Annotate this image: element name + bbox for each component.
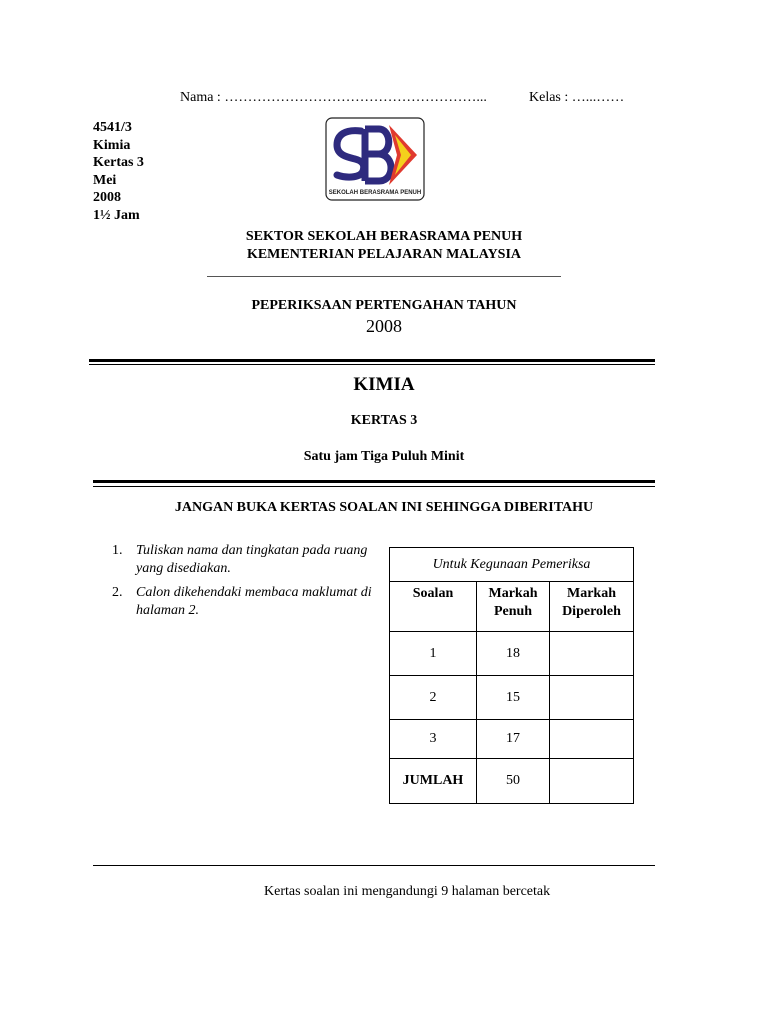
warning-text: JANGAN BUKA KERTAS SOALAN INI SEHINGGA DIBERITAHU [174, 500, 594, 515]
duration-text: Satu jam Tiga Puluh Minit [303, 449, 465, 464]
header-markah-diperoleh: Markah Diperoleh [550, 582, 634, 632]
logo-caption: SEKOLAH BERASRAMA PENUH [328, 190, 422, 196]
paper-number: Kertas 3 [93, 155, 144, 170]
footer-divider [93, 865, 655, 866]
header-soalan: Soalan [390, 582, 477, 632]
instruction-item [112, 584, 382, 619]
cell-soalan: 2 [390, 676, 477, 720]
paper-year: 2008 [93, 190, 121, 205]
cell-markah-penuh: 18 [477, 632, 550, 676]
cell-soalan: 1 [390, 632, 477, 676]
instruction-number: 1. [112, 543, 123, 558]
sector-divider [207, 276, 561, 277]
instruction-text: Tuliskan nama dan tingkatan pada ruang yang disediakan. [136, 543, 368, 576]
cell-total-penuh: 50 [477, 759, 550, 804]
exam-title: PEPERIKSAAN PERTENGAHAN TAHUN [251, 298, 517, 313]
cell-markah-penuh: 17 [477, 720, 550, 759]
divider-thin-top [89, 364, 655, 365]
table-total-row [390, 759, 634, 804]
name-field-label: Nama : ………………………………………………... [180, 90, 487, 105]
header-markah-penuh: Markah Penuh [477, 582, 550, 632]
cell-markah-diperoleh [550, 720, 634, 759]
cell-soalan: 3 [390, 720, 477, 759]
table-caption: Untuk Kegunaan Pemeriksa [390, 548, 634, 582]
divider-thick-top [89, 359, 655, 362]
class-field-label: Kelas : …...…… [529, 90, 625, 105]
instruction-text: Calon dikehendaki membaca maklumat di halaman 2. [136, 585, 372, 618]
examiner-marks-table [389, 547, 634, 804]
paper-month: Mei [93, 172, 117, 188]
cell-markah-diperoleh [550, 676, 634, 720]
paper-title: KERTAS 3 [350, 413, 418, 428]
divider-thin-bottom [93, 486, 655, 487]
instruction-number: 2. [112, 585, 123, 600]
cell-markah-penuh: 15 [477, 676, 550, 720]
cell-markah-diperoleh [550, 632, 634, 676]
cell-total-diperoleh [550, 759, 634, 804]
footer-text: Kertas soalan ini mengandungi 9 halaman bercetak [264, 884, 551, 899]
paper-duration: 1½ Jam [93, 207, 140, 223]
paper-code-block [93, 119, 144, 224]
cell-total-label: JUMLAH [390, 759, 477, 804]
instructions-list [112, 542, 382, 626]
subject-title: KIMIA [353, 374, 415, 395]
paper-code: 4541/3 [93, 120, 132, 135]
table-row [390, 632, 634, 676]
instruction-item [112, 542, 382, 577]
exam-year: 2008 [366, 316, 402, 336]
divider-thick-bottom [93, 480, 655, 483]
sector-line-2: KEMENTERIAN PELAJARAN MALAYSIA [246, 247, 522, 262]
sector-line-1: SEKTOR SEKOLAH BERASRAMA PENUH [245, 229, 523, 244]
table-row [390, 676, 634, 720]
table-row [390, 720, 634, 759]
sbp-logo [325, 117, 425, 201]
paper-subject: Kimia [93, 137, 131, 153]
